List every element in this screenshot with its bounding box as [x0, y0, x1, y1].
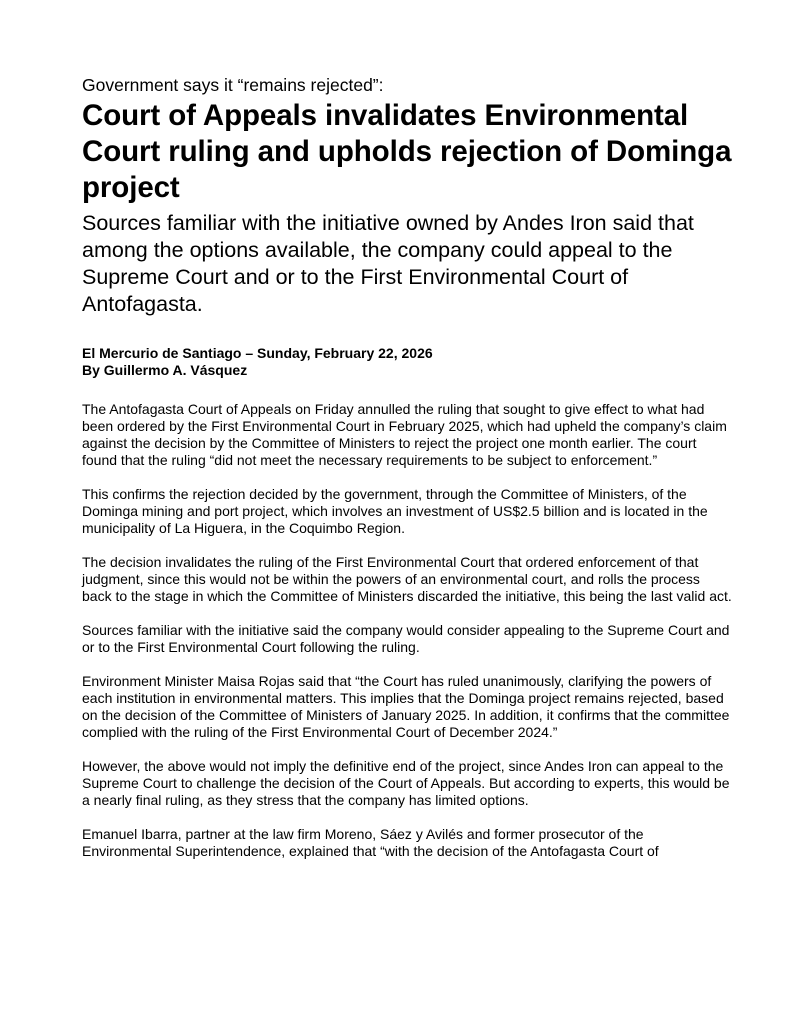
- article-subheadline: Sources familiar with the initiative owned by Andes Iron said that among the options available, the company could appeal to the Supreme Court and or to the First Environmental Court of Antofagasta.: [82, 211, 694, 316]
- article-headline: Court of Appeals invalidates Environmental Court ruling and upholds rejection of Dominga project: [82, 99, 732, 204]
- article-kicker: Government says it “remains rejected”:: [82, 75, 384, 95]
- article-body: [82, 401, 732, 860]
- body-paragraph: The Antofagasta Court of Appeals on Friday annulled the ruling that sought to give effect to what had been ordered by the First Environmental Court in February 2025, which had upheld the company’s claim against the decision by the Committee of Ministers to reject the project one month earlier. The court found that the ruling “did not meet the necessary requirements to be subject to enforcement.”: [82, 401, 727, 468]
- body-paragraph: Emanuel Ibarra, partner at the law firm Moreno, Sáez y Avilés and former prosecutor of the Environmental Superintendence, explained that “with the decision of the Antofagasta Court of: [82, 826, 659, 859]
- body-paragraph: Sources familiar with the initiative said the company would consider appealing to the Supreme Court and or to the First Environmental Court following the ruling.: [82, 622, 730, 655]
- author: By Guillermo A. Vásquez: [82, 362, 248, 378]
- article: [82, 74, 732, 877]
- body-paragraph: The decision invalidates the ruling of the First Environmental Court that ordered enforcement of that judgment, since this would not be within the powers of an environmental court, and rolls the process back to the stage in which the Committee of Ministers discarded the initiative, this being the last valid act.: [82, 554, 732, 604]
- body-paragraph: Environment Minister Maisa Rojas said that “the Court has ruled unanimously, clarifying the powers of each institution in environmental matters. This implies that the Dominga project remains rejected, based on the decision of the Committee of Ministers of January 2025. In addition, it confirms that the committee complied with the ruling of the First Environmental Court of December 2024.”: [82, 673, 730, 740]
- byline: [82, 345, 732, 379]
- body-paragraph: This confirms the rejection decided by the government, through the Committee of Ministers, of the Dominga mining and port project, which involves an investment of US$2.5 billion and is located in the municipality of La Higuera, in the Coquimbo Region.: [82, 486, 708, 536]
- body-paragraph: However, the above would not imply the definitive end of the project, since Andes Iron can appeal to the Supreme Court to challenge the decision of the Court of Appeals. But according to experts, this would be a nearly final ruling, as they stress that the company has limited options.: [82, 758, 730, 808]
- source-dateline: El Mercurio de Santiago – Sunday, February 22, 2026: [82, 345, 433, 361]
